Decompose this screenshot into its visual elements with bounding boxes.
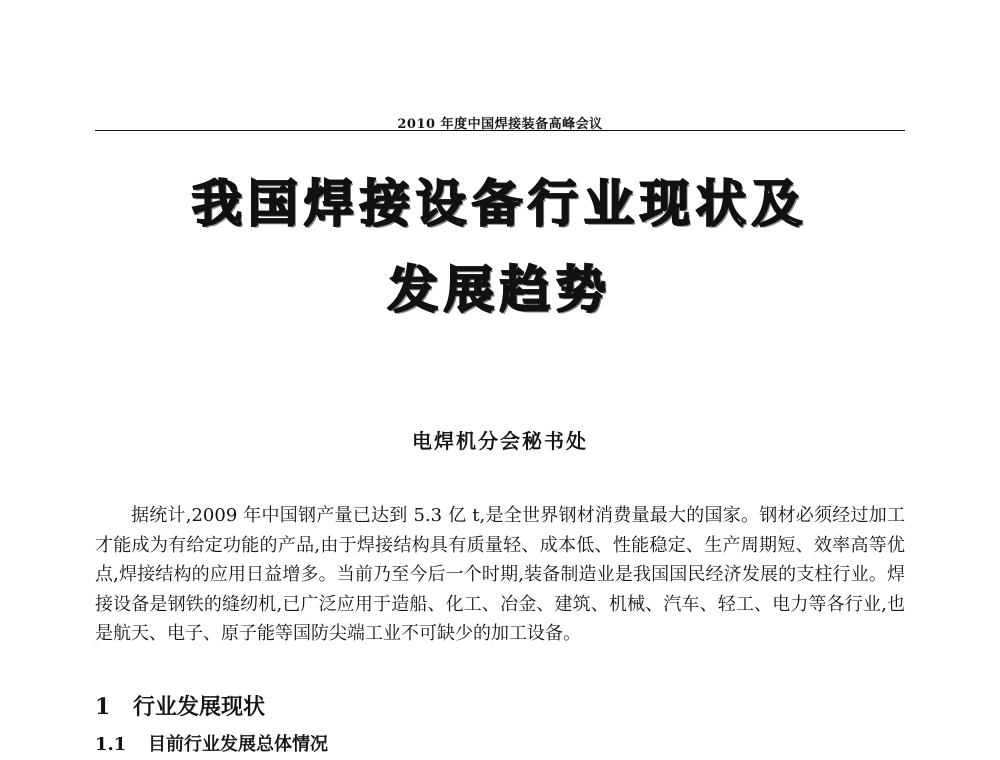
section-title: 行业发展现状 (133, 695, 266, 720)
running-header: 2010 年度中国焊接装备高峰会议 (397, 117, 603, 132)
subsection-number: 1.1 (95, 734, 127, 755)
author-line: 电焊机分会秘书处 (412, 429, 588, 453)
subsection-heading (95, 730, 328, 756)
body-paragraph: 据统计,2009 年中国钢产量已达到 5.3 亿 t,是全世界钢材消费量最大的国家。钢材必须经过加工才能成为有给定功能的产品,由于焊接结构具有质量轻、成本低、性能稳定、生产周期短、效率高等优点,焊接结构的应用日益增多。当前乃至今后一个时期,装备制造业是我国国民经济发展的支柱行业。焊接设备是钢铁的缝纫机,已广泛应用于造船、化工、冶金、建筑、机械、汽车、轻工、电力等各行业,也是航天、电子、原子能等国防尖端工业不可缺少的加工设备。 (95, 505, 905, 644)
section-number: 1 (95, 694, 111, 720)
paper-title-line-1: 我国焊接设备行业现状及 (192, 175, 808, 233)
section-heading (95, 690, 265, 721)
header-rule (95, 130, 905, 131)
subsection-title: 目前行业发展总体情况 (148, 734, 328, 755)
paper-title-line-2: 发展趋势 (388, 261, 612, 319)
